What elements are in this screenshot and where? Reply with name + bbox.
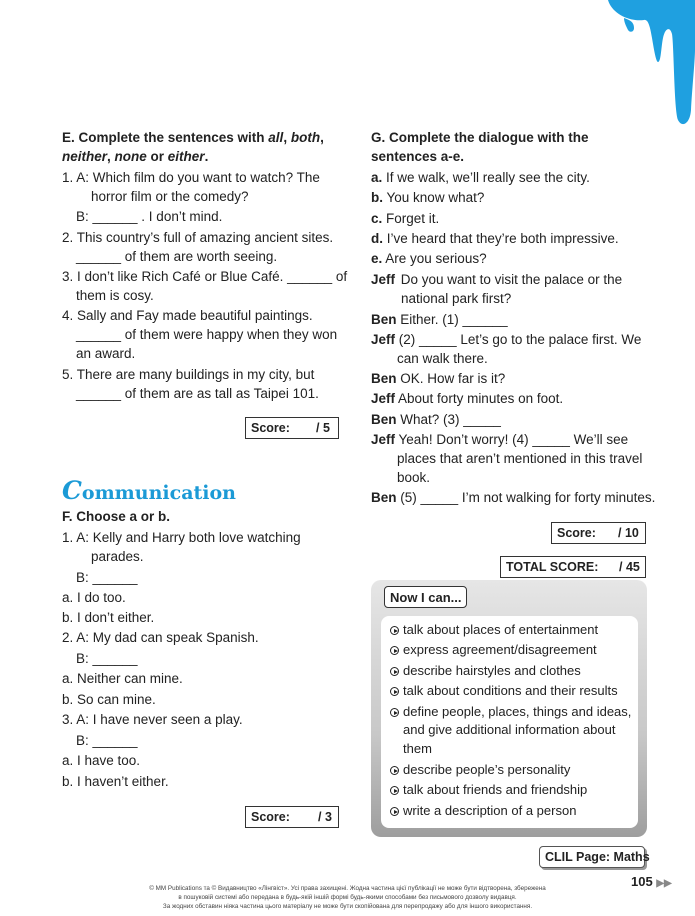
g-option-c: c. Forget it. (371, 211, 440, 226)
score-total: / 5 (316, 421, 330, 435)
page-number: 105 ▶▶ (631, 874, 672, 889)
now-i-can-title: Now I can... (384, 586, 467, 608)
e-item-2: 2. This country’s full of amazing ancient sites. (62, 230, 334, 245)
e-item-4-cont: ______ of them were happy when they won (76, 327, 338, 342)
now-item-5: define people, places, things and ideas, (403, 704, 632, 719)
section-g-heading-2: sentences a-e. (371, 149, 465, 164)
dialogue-line-1-cont: national park first? (401, 291, 512, 306)
now-item-6: describe people’s personality (403, 762, 571, 777)
bullet-arrow-icon (390, 786, 399, 795)
bullet-arrow-icon (390, 667, 399, 676)
f-option-2b: b. So can mine. (62, 692, 156, 707)
e-item-1b: B: ______ . I don’t mind. (76, 209, 223, 224)
bullet-arrow-icon (390, 687, 399, 696)
now-item-5-cont2: them (403, 741, 432, 756)
total-score-box (500, 556, 646, 578)
f-option-3b: b. I haven’t either. (62, 774, 169, 789)
e-item-1a-cont: horror film or the comedy? (91, 189, 249, 204)
next-page-icon: ▶▶ (656, 878, 672, 889)
dialogue-line-7-cont: places that aren’t mentioned in this travel (397, 451, 643, 466)
dialogue-line-4: Ben OK. How far is it? (371, 371, 506, 386)
e-item-1a: 1. A: Which film do you want to watch? The (62, 170, 320, 185)
copyright-line-2: в пошуковій системі або передана в будь-якій іншій формі будь-якими способами без письмового дозволу видавця. (178, 894, 517, 901)
g-option-e: e. Are you serious? (371, 251, 487, 266)
section-e-heading: E. Complete the sentences with all, both, (62, 130, 324, 145)
f-option-1a: a. I do too. (62, 590, 126, 605)
now-item-5-cont: and give additional information about (403, 722, 616, 737)
copyright-line-3: За жодних обставин ніяка частина цього матеріалу не може бути скопійована для перепродажу або для іншого використання. (162, 903, 533, 910)
f-item-2a: 2. A: My dad can speak Spanish. (62, 630, 259, 645)
e-item-5: 5. There are many buildings in my city, but (62, 367, 315, 382)
e-item-4-cont2: an award. (76, 346, 136, 361)
dialogue-line-1: Jeff Do you want to visit the palace or the (371, 272, 623, 287)
score-label: Score: (251, 810, 290, 824)
f-item-2b: B: ______ (76, 651, 138, 666)
section-g-score-box (551, 522, 646, 544)
bullet-arrow-icon (390, 708, 399, 717)
g-option-a: a. If we walk, we’ll really see the city. (371, 170, 590, 185)
communication-heading: Communication (62, 476, 236, 505)
paint-drip-decoration (600, 0, 695, 130)
now-item-4: talk about conditions and their results (403, 683, 618, 698)
section-e-heading-2: neither, none or either. (62, 149, 209, 164)
section-f-heading: F. Choose a or b. (62, 509, 171, 524)
total-score-label: TOTAL SCORE: (506, 560, 599, 574)
e-item-4: 4. Sally and Fay made beautiful paintings. (62, 308, 313, 323)
clil-page-link[interactable]: CLIL Page: Maths (539, 846, 645, 868)
now-item-8: write a description of a person (403, 803, 577, 818)
dialogue-line-7-cont2: book. (397, 470, 431, 485)
now-item-3: describe hairstyles and clothes (403, 663, 581, 678)
score-total: / 3 (318, 810, 332, 824)
dialogue-line-5: Jeff About forty minutes on foot. (371, 391, 564, 406)
e-item-3-cont: them is cosy. (76, 288, 154, 303)
score-label: Score: (557, 526, 596, 540)
bullet-arrow-icon (390, 766, 399, 775)
score-total: / 10 (618, 526, 639, 540)
dialogue-line-8: Ben (5) _____ I’m not walking for forty minutes. (371, 490, 656, 505)
f-item-3a: 3. A: I have never seen a play. (62, 712, 243, 727)
dialogue-line-2: Ben Either. (1) ______ (371, 312, 508, 327)
g-option-b: b. You know what? (371, 190, 485, 205)
dialogue-line-3: Jeff (2) _____ Let’s go to the palace first. We (371, 332, 642, 347)
score-label: Score: (251, 421, 290, 435)
e-item-5-cont: ______ of them are as tall as Taipei 101. (76, 386, 319, 401)
f-option-3a: a. I have too. (62, 753, 141, 768)
f-item-1a-cont: parades. (91, 549, 144, 564)
section-f-score-box (245, 806, 339, 828)
f-item-3b: B: ______ (76, 733, 138, 748)
now-item-2: express agreement/disagreement (403, 642, 597, 657)
now-item-7: talk about friends and friendship (403, 782, 588, 797)
dialogue-line-7: Jeff Yeah! Don’t worry! (4) _____ We’ll see (371, 432, 629, 447)
bullet-arrow-icon (390, 646, 399, 655)
section-g-heading: G. Complete the dialogue with the (371, 130, 589, 145)
dialogue-line-6: Ben What? (3) _____ (371, 412, 501, 427)
e-item-2-cont: ______ of them are worth seeing. (76, 249, 278, 264)
g-option-d: d. I’ve heard that they’re both impressive. (371, 231, 619, 246)
f-item-1a: 1. A: Kelly and Harry both love watching (62, 530, 301, 545)
dialogue-line-3-cont: can walk there. (397, 351, 488, 366)
f-item-1b: B: ______ (76, 570, 138, 585)
now-item-1: talk about places of entertainment (403, 622, 599, 637)
e-item-3: 3. I don’t like Rich Café or Blue Café. ______ of (62, 269, 348, 284)
copyright-line-1: © MM Publications та © Видавництво «Лінгвіст». Усі права захищені. Жодна частина цієї публікації не може бути відтворена, збережена (149, 885, 546, 892)
bullet-arrow-icon (390, 807, 399, 816)
total-score-value: / 45 (619, 560, 640, 574)
f-option-2a: a. Neither can mine. (62, 671, 183, 686)
f-option-1b: b. I don’t either. (62, 610, 155, 625)
bullet-arrow-icon (390, 626, 399, 635)
section-e-score-box (245, 417, 339, 439)
